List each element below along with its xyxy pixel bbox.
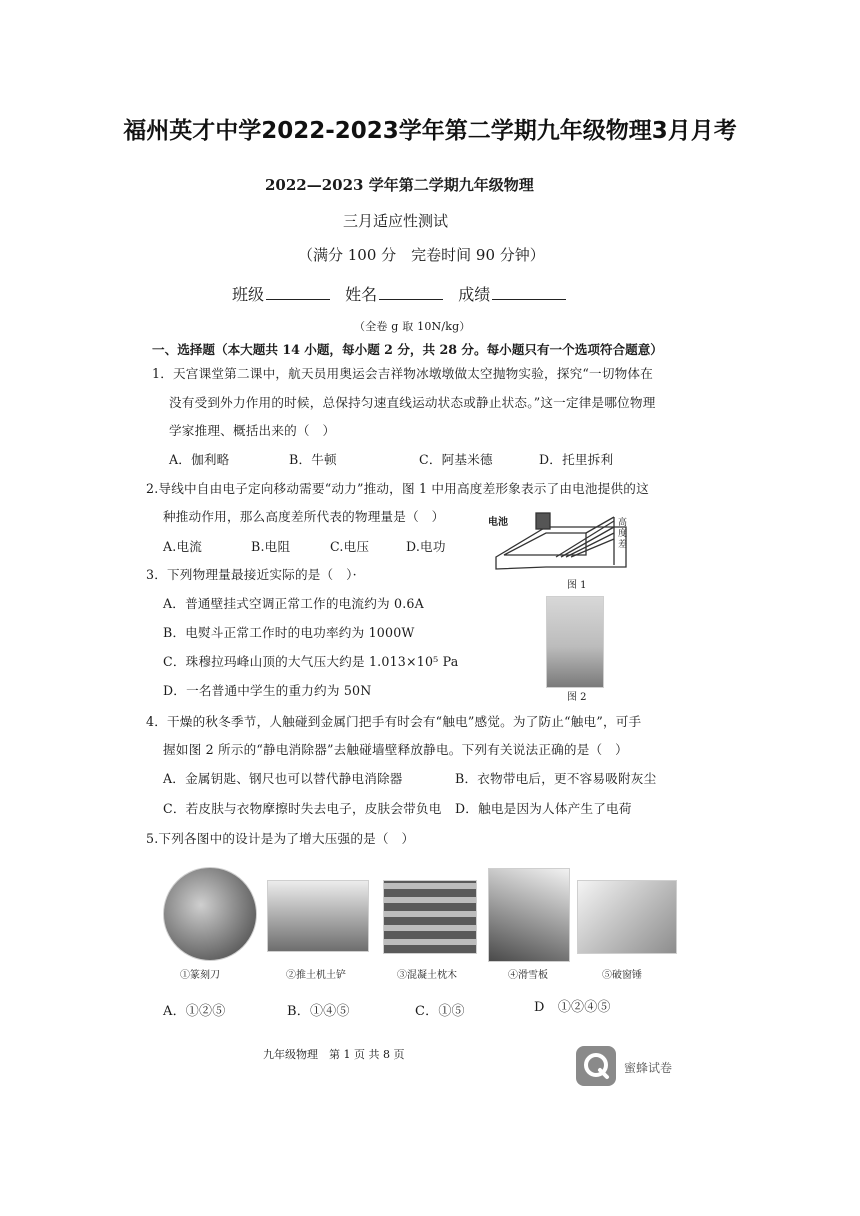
q5-image-carving-knife bbox=[163, 867, 257, 961]
fig1-height-label: 高度差 bbox=[618, 518, 628, 550]
student-info-row bbox=[232, 282, 566, 305]
fig1-battery-label: 电池 bbox=[488, 517, 508, 528]
q5-caption-1: ①篆刻刀 bbox=[180, 970, 220, 981]
q1-option-c: C．阿基米德 bbox=[419, 452, 493, 467]
q4-line1: 4．干燥的秋冬季节，人触碰到金属门把手有时会有“触电”感觉。为了防止“触电”，可手 bbox=[146, 714, 642, 729]
score-label: 成绩 bbox=[458, 285, 491, 304]
q5-image-concrete-sleepers bbox=[383, 880, 477, 954]
name-blank[interactable] bbox=[379, 285, 443, 300]
q4-line2: 握如图 2 所示的“静电消除器”去触碰墙壁释放静电。下列有关说法正确的是（ ） bbox=[163, 742, 628, 757]
fig1-caption: 图 1 bbox=[567, 580, 587, 591]
figure-1-battery-diagram bbox=[486, 507, 636, 577]
q5-image-skier bbox=[488, 868, 570, 962]
q2-option-b: B.电阻 bbox=[251, 539, 291, 554]
q5-option-a: A．①②⑤ bbox=[163, 1004, 226, 1019]
q4-option-c: C．若皮肤与衣物摩擦时失去电子，皮肤会带负电 bbox=[163, 801, 442, 816]
q5-image-bulldozer bbox=[267, 880, 369, 952]
fig2-caption: 图 2 bbox=[567, 692, 587, 703]
q3-option-b: B．电熨斗正常工作时的电功率约为 1000W bbox=[163, 625, 415, 640]
q3-line1: 3．下列物理量最接近实际的是（ ）· bbox=[146, 567, 357, 582]
class-blank[interactable] bbox=[266, 285, 330, 300]
brand-q-icon bbox=[576, 1046, 616, 1086]
q5-option-d: D ①②④⑤ bbox=[534, 1000, 611, 1015]
q1-line3: 学家推理、概括出来的（ ） bbox=[169, 423, 336, 438]
q3-option-c: C．珠穆拉玛峰山顶的大气压大约是 1.013×10⁵ Pa bbox=[163, 654, 459, 669]
exam-subtitle: 三月适应性测试 bbox=[343, 212, 449, 230]
exam-score-time: （满分 100 分 完卷时间 90 分钟） bbox=[298, 246, 545, 264]
q5-line1: 5.下列各图中的设计是为了增大压强的是（ ） bbox=[146, 831, 415, 846]
q5-caption-4: ④滑雪板 bbox=[508, 970, 548, 981]
brand-logo-icon bbox=[576, 1046, 616, 1086]
q1-line1: 1．天宫课堂第二课中，航天员用奥运会吉祥物冰墩墩做太空抛物实验，探究“一切物体在 bbox=[152, 366, 654, 381]
page-footer: 九年级物理 第 1 页 共 8 页 bbox=[263, 1048, 405, 1061]
q5-caption-3: ③混凝土枕木 bbox=[397, 970, 457, 981]
page-title: 福州英才中学2022-2023学年第二学期九年级物理3月月考 bbox=[123, 118, 737, 144]
q1-line2: 没有受到外力作用的时候，总保持匀速直线运动状态或静止状态。”这一定律是哪位物理 bbox=[169, 395, 656, 410]
q5-image-window-hammer bbox=[577, 880, 677, 954]
name-label: 姓名 bbox=[345, 285, 378, 304]
q4-option-a: A．金属钥匙、钢尺也可以替代静电消除器 bbox=[163, 771, 403, 786]
q2-option-d: D.电功 bbox=[406, 539, 446, 554]
score-blank[interactable] bbox=[492, 285, 566, 300]
q1-option-b: B．牛顿 bbox=[289, 452, 337, 467]
q4-option-d: D．触电是因为人体产生了电荷 bbox=[455, 801, 632, 816]
q4-option-b: B．衣物带电后，更不容易吸附灰尘 bbox=[455, 771, 657, 786]
exam-title: 2022—2023 学年第二学期九年级物理 bbox=[265, 176, 534, 194]
q5-option-b: B．①④⑤ bbox=[287, 1004, 350, 1019]
q1-option-d: D．托里拆利 bbox=[539, 452, 614, 467]
q5-caption-2: ②推土机土铲 bbox=[286, 970, 346, 981]
q5-caption-5: ⑤破窗锤 bbox=[602, 970, 642, 981]
brand-name: 蜜蜂试卷 bbox=[624, 1061, 673, 1075]
q3-option-d: D．一名普通中学生的重力约为 50N bbox=[163, 683, 372, 698]
q2-line2: 种推动作用，那么高度差所代表的物理量是（ ） bbox=[163, 509, 445, 524]
section1-heading: 一、选择题（本大题共 14 小题，每小题 2 分，共 28 分。每小题只有一个选项符合题意） bbox=[152, 342, 663, 357]
q1-option-a: A．伽利略 bbox=[169, 452, 230, 467]
q2-line1: 2.导线中自由电子定向移动需要“动力”推动，图 1 中用高度差形象表示了由电池提供的这 bbox=[146, 481, 649, 496]
figure-2-static-eliminator-photo bbox=[546, 596, 604, 688]
q2-option-a: A.电流 bbox=[163, 539, 203, 554]
q3-option-a: A．普通壁挂式空调正常工作的电流约为 0.6A bbox=[163, 596, 424, 611]
g-note: （全卷 g 取 10N/kg） bbox=[354, 320, 471, 333]
q5-option-c: C．①⑤ bbox=[415, 1004, 465, 1019]
class-label: 班级 bbox=[232, 285, 265, 304]
q2-option-c: C.电压 bbox=[330, 539, 370, 554]
